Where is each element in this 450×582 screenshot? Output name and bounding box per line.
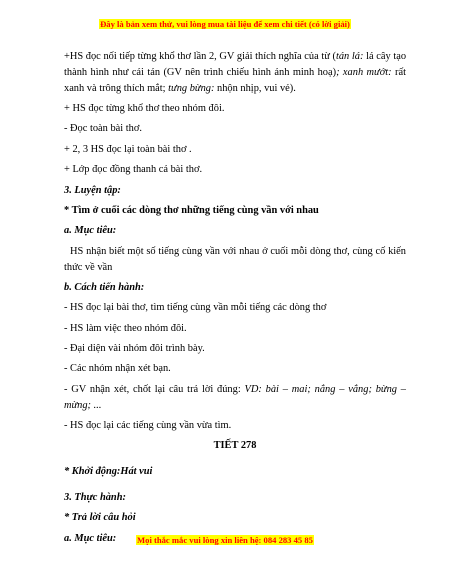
list-item: - HS đọc lại các tiếng cùng vần vừa tìm.: [64, 420, 232, 432]
header-banner-text: Đây là bản xem thử, vui lòng mua tài liệu để xem chi tiết (có lời giải): [100, 19, 350, 29]
paragraph-reading-explanation: [64, 49, 406, 96]
objective-text: HS nhận biết một số tiếng cùng vần với nhau ở cuối mỗi dòng thơ, cùng cố kiến thức về vần: [64, 245, 406, 273]
lesson-title: TIẾT 278: [213, 440, 257, 452]
subheading-objective: a. Mục tiêu:: [64, 225, 117, 237]
list-item-answer: [64, 382, 406, 414]
section-heading-practice-2: 3. Thực hành:: [64, 492, 126, 504]
activity-heading-answer: * Trả lời câu hỏi: [64, 512, 136, 524]
list-item: + 2, 3 HS đọc lại toàn bài thơ .: [64, 143, 192, 155]
list-item: - HS làm việc theo nhóm đôi.: [64, 322, 187, 334]
list-item: + HS đọc từng khổ thơ theo nhóm đôi.: [64, 102, 225, 114]
activity-heading-rhymes: * Tìm ở cuối các dòng thơ những tiếng cùng vần với nhau: [64, 204, 319, 216]
list-item: - Các nhóm nhận xét bạn.: [64, 363, 171, 375]
text: rất xanh và trông thích mắt;: [64, 66, 406, 94]
text: +HS đọc nối tiếp từng khổ thơ lần 2, GV giải thích nghĩa của từ (: [64, 51, 336, 62]
text: nhộn nhịp, vui vẻ).: [214, 82, 296, 94]
text: lá cây tạo thành hình như cái tán (GV nên trình chiếu hình ảnh minh hoạ): [64, 51, 407, 78]
term-xanh-muot: ; xanh mướt:: [336, 66, 392, 78]
list-item: + Lớp đọc đồng thanh cả bài thơ.: [64, 164, 203, 176]
header-banner: [0, 19, 450, 29]
warmup-heading: * Khởi động:Hát vui: [64, 466, 153, 478]
footer-banner-text: Mọi thắc mắc vui lòng xin liên hệ: 084 283 45 85: [137, 535, 313, 545]
section-heading-practice: 3. Luyện tập:: [64, 184, 121, 196]
list-item: - Đại diện vài nhóm đôi trình bày.: [64, 343, 205, 355]
document-body: [64, 49, 406, 551]
text: - GV nhận xét, chốt lại câu trả lời đúng:: [64, 383, 245, 395]
footer-banner: [0, 535, 450, 545]
subheading-procedure: b. Cách tiến hành:: [64, 281, 145, 293]
term-tung-bung: tưng bừng:: [168, 82, 215, 94]
list-item: - HS đọc lại bài thơ, tìm tiếng cùng vần mỗi tiếng các dòng thơ: [64, 302, 327, 314]
subheading-objective-2: a. Mục tiêu:: [64, 532, 117, 544]
list-item: - Đọc toàn bài thơ.: [64, 123, 142, 135]
term-tan-la: tán lá:: [335, 51, 364, 62]
example-answer: VD: bài – mai; nắng – vắng; bừng – mừng; ...: [64, 383, 406, 411]
